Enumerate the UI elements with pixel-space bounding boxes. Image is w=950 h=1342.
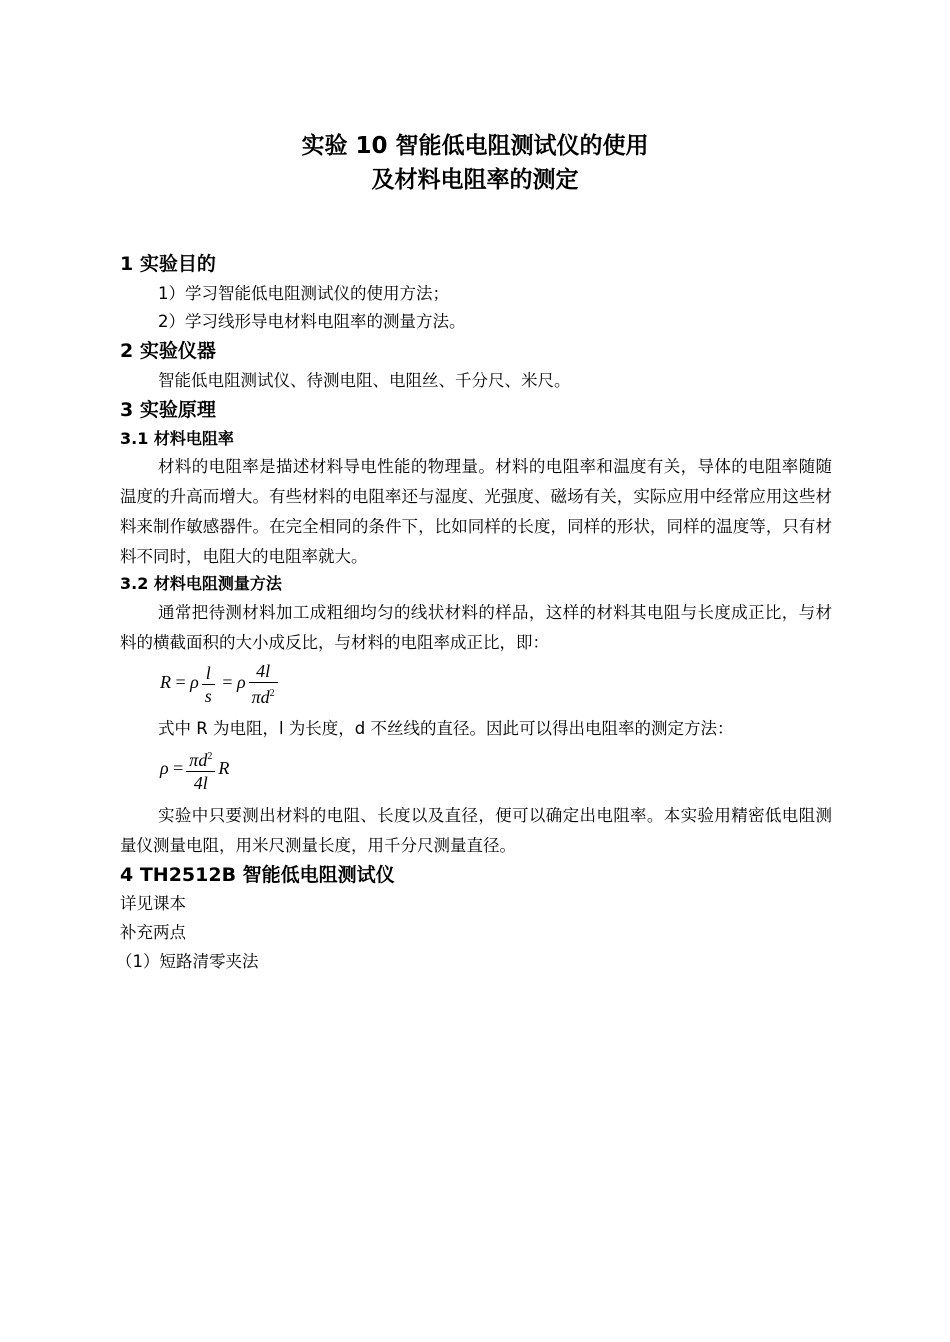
section4-line-2: 补充两点 bbox=[120, 923, 186, 942]
section3-heading: 3 实验原理 bbox=[120, 399, 216, 421]
section3-2-heading: 3.2 材料电阻测量方法 bbox=[120, 574, 282, 593]
instruments-text: 智能低电阻测试仪、待测电阻、电阻丝、千分尺、米尺。 bbox=[158, 371, 571, 390]
doc-title-line1: 实验 10 智能低电阻测试仪的使用 bbox=[301, 133, 649, 159]
objective-item-2: 2）学习线形导电材料电阻率的测量方法。 bbox=[158, 312, 466, 331]
measurement-paragraph: 实验中只要测出材料的电阻、长度以及直径，便可以确定出电阻率。本实验用精密低电阻测量仪测量电阻，用米尺测量长度，用千分尺测量直径。 bbox=[120, 806, 832, 855]
section4-heading: 4 TH2512B 智能低电阻测试仪 bbox=[120, 864, 395, 886]
section4-line-1: 详见课本 bbox=[120, 894, 186, 913]
section4-line-3: （1）短路清零夹法 bbox=[116, 952, 259, 971]
section3-1-heading: 3.1 材料电阻率 bbox=[120, 429, 234, 448]
section2-heading: 2 实验仪器 bbox=[120, 340, 216, 362]
section1-heading: 1 实验目的 bbox=[120, 253, 216, 275]
formula-explanation: 式中 R 为电阻，l 为长度，d 不丝线的直径。因此可以得出电阻率的测定方法： bbox=[158, 719, 734, 738]
formula-resistance: R = ρ $\frac{l}{s}$ = ρ $\frac{4l}{\pi d^2}$ bbox=[160, 660, 281, 708]
method-paragraph: 通常把待测材料加工成粗细均匀的线状材料的样品，这样的材料其电阻与长度成正比，与材料的横截面积的大小成反比，与材料的电阻率成正比，即： bbox=[120, 603, 832, 652]
doc-title-line2: 及材料电阻率的测定 bbox=[371, 167, 579, 193]
resistivity-paragraph: 材料的电阻率是描述材料导电性能的物理量。材料的电阻率和温度有关，导体的电阻率随随温度的升高而增大。有些材料的电阻率还与湿度、光强度、磁场有关，实际应用中经常应用这些材料来制作敏感器件。在完全相同的条件下，比如同样的长度，同样的形状，同样的温度等，只有材料不同时，电阻大的电阻率就大。 bbox=[120, 457, 832, 566]
objective-item-1: 1）学习智能低电阻测试仪的使用方法； bbox=[158, 284, 449, 303]
formula-resistivity: ρ = $\frac{\pi d^2}{4l}$ R bbox=[160, 746, 229, 794]
